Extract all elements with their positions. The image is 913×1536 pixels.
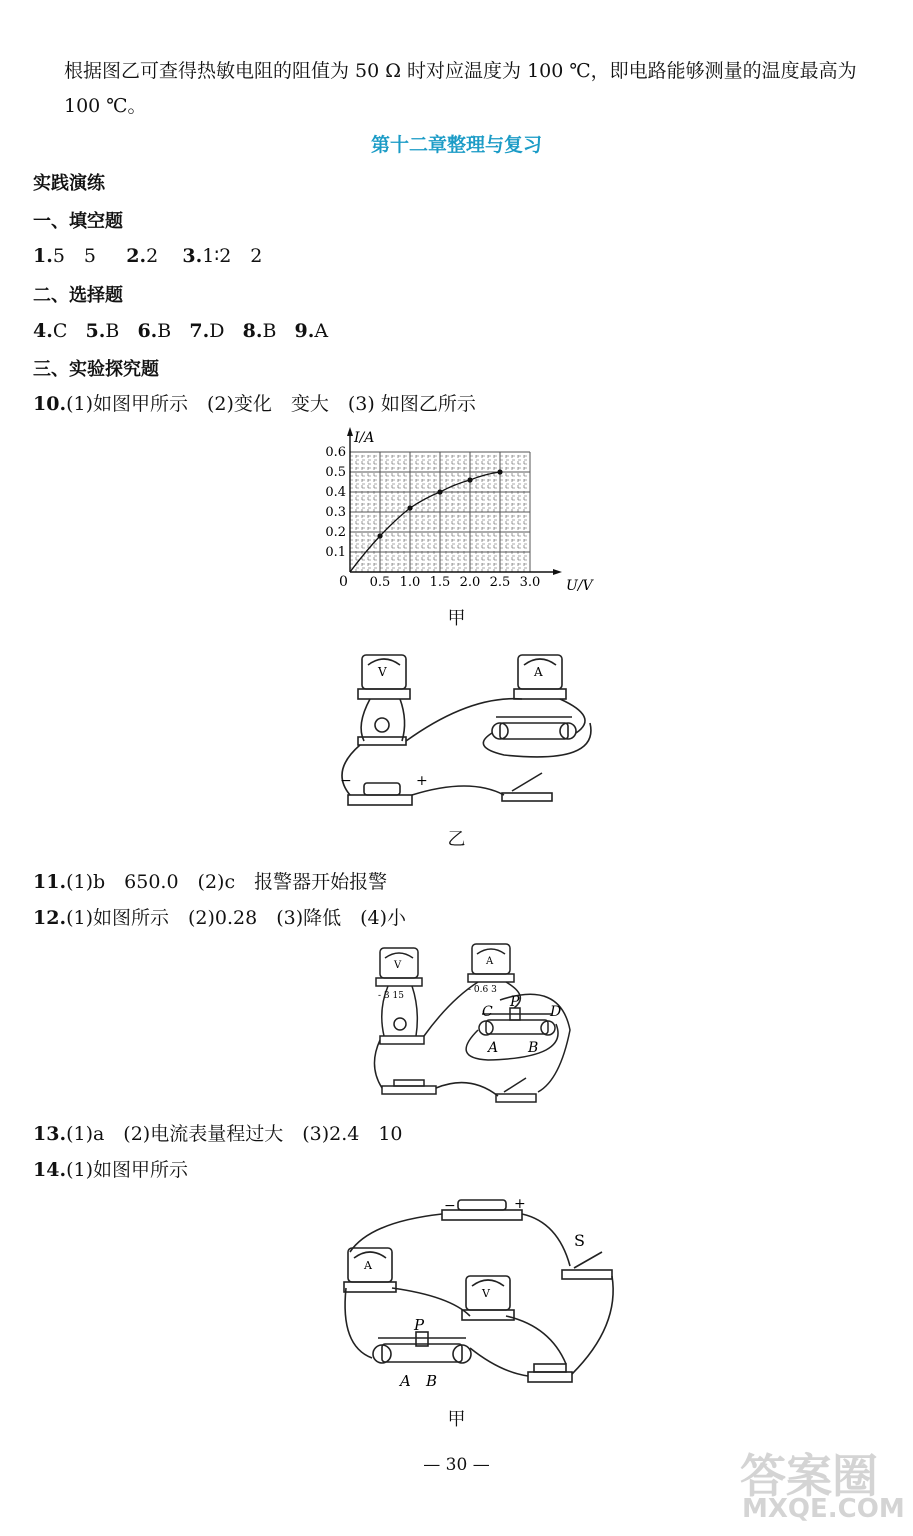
label-a: A [400,1372,411,1390]
y-axis-label: I/A [354,430,375,446]
lamp-base [358,737,406,745]
q13-line [33,1121,403,1147]
watermark-url: MXQE.COM [742,1494,905,1524]
question-answer: (1)如图甲所示 [66,1159,188,1181]
battery-base [382,1086,436,1094]
switch-base [562,1270,612,1279]
voltmeter-terminals: - 3 15 [378,991,404,1001]
section-practice: 实践演练 [33,173,105,194]
question-num: 11. [33,871,67,893]
x-tick-label: 2.5 [489,575,511,590]
label-d: D [550,1004,562,1020]
wire [345,1288,372,1358]
question-num: 13. [33,1123,67,1145]
ammeter-label: A [364,1259,372,1272]
battery-cell [458,1200,506,1210]
intro-line-1: 根据图乙可查得热敏电阻的阻值为 50 Ω 时对应温度为 100 ℃，即电路能够测量的温度最高为 [64,60,857,82]
question-answer: (1)如图甲所示 (2)变化 变大 (3) 如图乙所示 [66,393,476,415]
circuit-yi [320,645,620,820]
answer-num: 2. [126,245,147,267]
y-tick-label: 0.5 [325,465,346,480]
battery-cell [364,783,400,795]
y-tick-label: 0.2 [325,525,346,540]
wire [350,1214,442,1252]
rheostat-coil [500,723,568,739]
question-answer: (1)如图所示 (2)0.28 (3)降低 (4)小 [66,907,407,929]
iu-chart [310,424,610,598]
x-tick-label: 1.5 [429,575,451,590]
answer-num: 3. [182,245,203,267]
answer-text: D [209,320,225,342]
answer-text: A [314,320,329,342]
answer-text: C [52,320,68,342]
x-axis-label: U/V [566,578,593,594]
answer-text: B [262,320,277,342]
ammeter-dial [354,1252,386,1258]
label-p: P [510,994,520,1010]
answer-num: 9. [294,320,315,342]
ammeter-terminals: - 0.6 3 [468,985,497,995]
voltmeter-base [376,978,422,986]
fig14-caption: 甲 [447,1409,466,1430]
wire [392,1288,470,1316]
q12-line [33,905,406,931]
ammeter-label: A [486,956,494,967]
switch-lever [512,773,542,791]
circuit-q12 [360,940,580,1110]
ammeter-base [468,974,514,982]
battery-plus: + [514,1196,526,1212]
answer-text: 2 [146,245,159,267]
q14-line [33,1157,188,1183]
question-num: 12. [33,907,67,929]
label-a: A [488,1040,499,1056]
label-c: C [482,1004,493,1020]
answer-num: 6. [137,320,158,342]
fig-jia-caption: 甲 [447,608,466,629]
resistor [534,1364,566,1372]
intro-line-2: 100 ℃。 [64,95,147,117]
wire [466,1024,558,1060]
voltmeter-label: V [394,960,402,971]
y-tick-label: 0.4 [325,485,346,500]
y-tick-label: 0.3 [325,505,346,520]
chapter-title: 第十二章整理与复习 [370,134,542,156]
voltmeter-label: V [482,1287,490,1300]
data-point [437,489,442,494]
ammeter-base [344,1282,396,1292]
choice-answers [33,318,328,344]
answer-text: B [105,320,120,342]
y-axis-arrow [347,427,353,436]
wire [506,1316,566,1364]
wire [400,699,405,741]
question-answer: (1)a (2)电流表量程过大 (3)2.4 10 [66,1123,403,1145]
data-point [407,505,412,510]
question-num: 14. [33,1159,67,1181]
answer-num: 7. [189,320,210,342]
voltmeter-dial [385,953,413,958]
x-tick-label: 1.0 [399,575,421,590]
wire [522,1214,570,1266]
section-experiment-heading: 三、实验探究题 [33,359,159,380]
ammeter-base [514,689,566,699]
data-point [497,469,502,474]
lamp-bulb [375,718,389,732]
lamp-base [380,1036,424,1044]
answer-num: 8. [242,320,263,342]
switch-base [496,1094,536,1102]
x-axis-arrow [553,569,562,575]
switch-label: S [574,1231,585,1250]
wire [361,699,370,741]
battery-base [348,795,412,805]
origin-label: 0 [339,574,348,590]
x-tick-label: 0.5 [369,575,391,590]
switch-lever [574,1252,602,1268]
y-tick-label: 0.6 [325,445,346,460]
wire [572,1276,613,1374]
circuit-q14 [330,1196,630,1406]
switch-lever [504,1078,526,1092]
q11-line [33,869,387,895]
fill-answers [33,243,262,269]
question-answer: (1)b 650.0 (2)c 报警器开始报警 [66,871,388,893]
data-point [467,477,472,482]
chart-grid [350,452,530,572]
ammeter-dial [477,949,505,954]
resistor-base [528,1372,572,1382]
rheostat-coil [486,1020,548,1034]
x-tick-label: 3.0 [519,575,541,590]
answer-num: 5. [85,320,106,342]
fig-yi-caption: 乙 [447,829,466,850]
wire [374,1040,382,1088]
y-tick-label: 0.1 [325,545,346,560]
q10-line [33,391,476,417]
wire [412,986,417,1036]
wire [436,1083,498,1096]
section-choice-heading: 二、选择题 [33,285,123,306]
label-b: B [426,1372,438,1390]
answer-text: B [157,320,172,342]
ammeter-label: A [534,665,543,679]
data-point [377,533,382,538]
battery-cell [394,1080,424,1086]
label-p: P [414,1316,425,1334]
wire [470,1348,528,1376]
x-tick-label: 2.0 [459,575,481,590]
answer-num: 4. [33,320,53,342]
wire [406,699,522,741]
watermark-logo: 答案圈 [740,1449,878,1503]
question-num: 10. [33,393,67,415]
voltmeter-dial [472,1280,504,1286]
wire [560,699,585,733]
answer-text: 1∶2 2 [202,245,263,267]
lamp-bulb [394,1018,406,1030]
battery-plus: + [416,773,428,789]
section-fill-heading: 一、填空题 [33,211,123,232]
series-curve [350,472,500,572]
answer-num: 1. [33,245,53,267]
switch-base [502,793,552,801]
battery-minus: − [340,773,352,789]
voltmeter-label: V [378,665,387,679]
page-number: — 30 — [423,1455,490,1475]
voltmeter-base [358,689,410,699]
answer-text: 5 5 [52,245,97,267]
label-b: B [528,1040,539,1056]
battery-minus: − [444,1198,456,1214]
